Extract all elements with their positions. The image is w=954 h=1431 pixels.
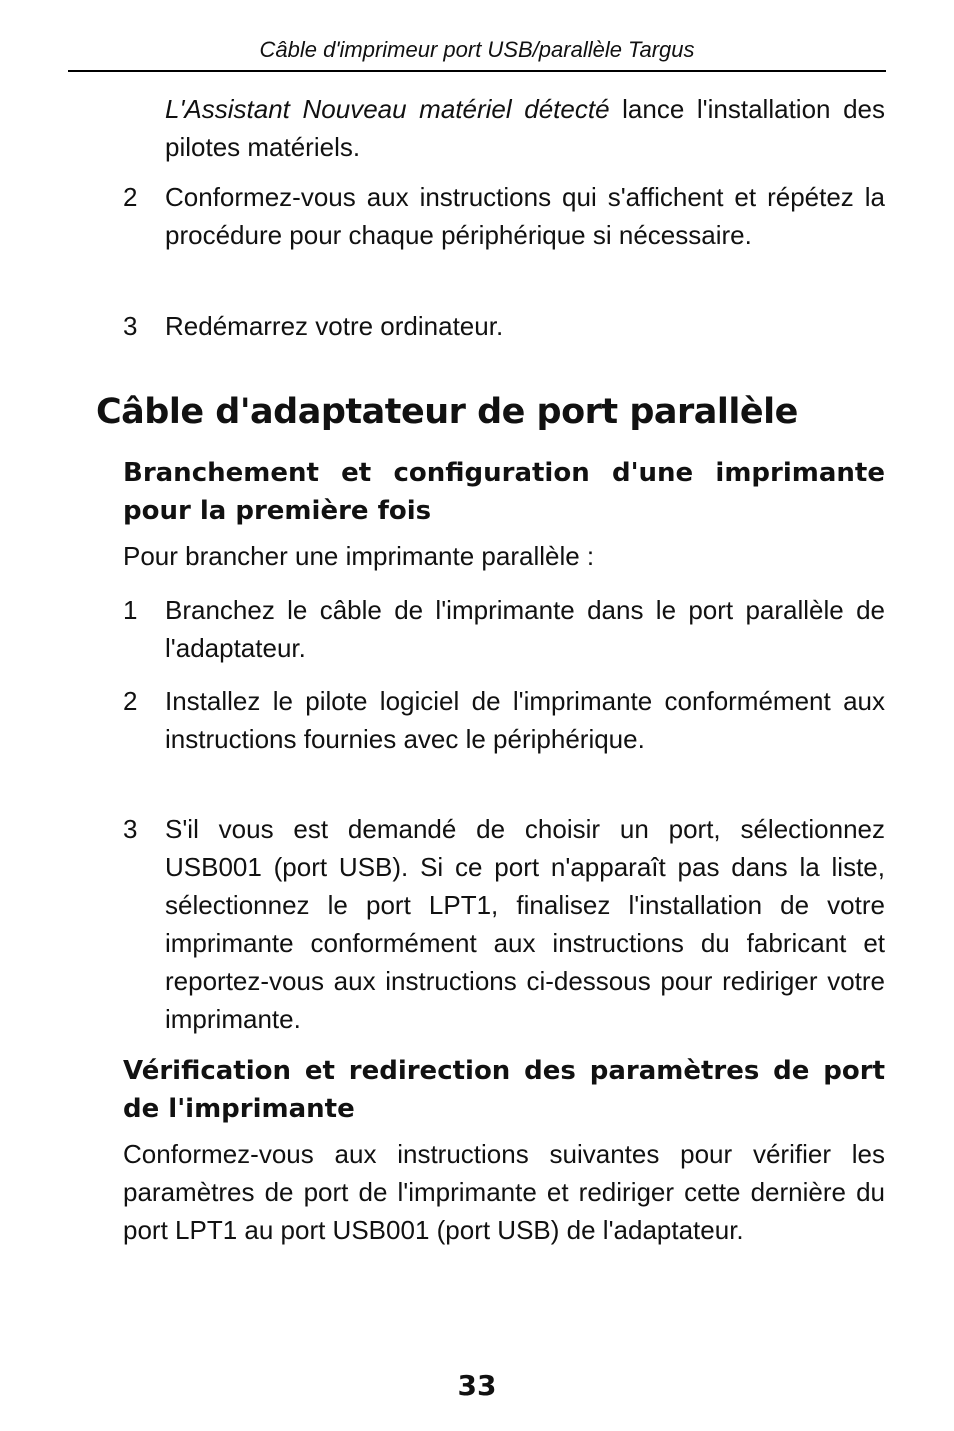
list-item bbox=[123, 810, 885, 1038]
step-text: Redémarrez votre ordinateur. bbox=[165, 311, 504, 341]
intro-paragraph: Pour brancher une imprimante parallèle : bbox=[123, 541, 595, 571]
step-text: S'il vous est demandé de choisir un port, sélectionnez USB001 (port USB). Si ce port n'apparaît pas dans la liste, sélectionnez le port LPT1, finalisez l'installation de votre imprimante conformément aux instructions du fabricant et reportez-vous aux instructions ci-dessous pour rediriger votre imprimante. bbox=[165, 814, 885, 1034]
subsection-title: Vérification et redirection des paramètres de port de l'imprimante bbox=[123, 1056, 885, 1124]
step-number: 3 bbox=[123, 814, 138, 844]
list-item bbox=[123, 307, 885, 345]
list-item bbox=[123, 178, 885, 254]
list-item bbox=[123, 591, 885, 667]
body-paragraph: Conformez-vous aux instructions suivantes pour vérifier les paramètres de port de l'imprimante et rediriger cette dernière du port LPT1 au port USB001 (port USB) de l'adaptateur. bbox=[123, 1139, 885, 1245]
step-number: 2 bbox=[123, 182, 138, 212]
list-item bbox=[123, 682, 885, 758]
page-number: 33 bbox=[457, 1369, 497, 1402]
running-header: Câble d'imprimeur port USB/parallèle Targus bbox=[259, 37, 695, 62]
step-text: Branchez le câble de l'imprimante dans le port parallèle de l'adaptateur. bbox=[165, 595, 885, 663]
header-rule bbox=[68, 70, 886, 72]
section-title: Câble d'adaptateur de port parallèle bbox=[96, 392, 798, 432]
step-number: 2 bbox=[123, 686, 138, 716]
subsection-title: Branchement et configuration d'une imprimante pour la première fois bbox=[123, 458, 885, 526]
step-text: Conformez-vous aux instructions qui s'affichent et répétez la procédure pour chaque périphérique si nécessaire. bbox=[165, 182, 885, 250]
step-number: 3 bbox=[123, 311, 138, 341]
step-text: Installez le pilote logiciel de l'imprimante conformément aux instructions fournies avec le périphérique. bbox=[165, 686, 885, 754]
step-number: 1 bbox=[123, 595, 138, 625]
continuation-paragraph bbox=[165, 90, 885, 166]
continuation-text: lance l'installation des pilotes matériels. bbox=[165, 94, 886, 162]
wizard-name: L'Assistant Nouveau matériel détecté bbox=[165, 94, 610, 124]
